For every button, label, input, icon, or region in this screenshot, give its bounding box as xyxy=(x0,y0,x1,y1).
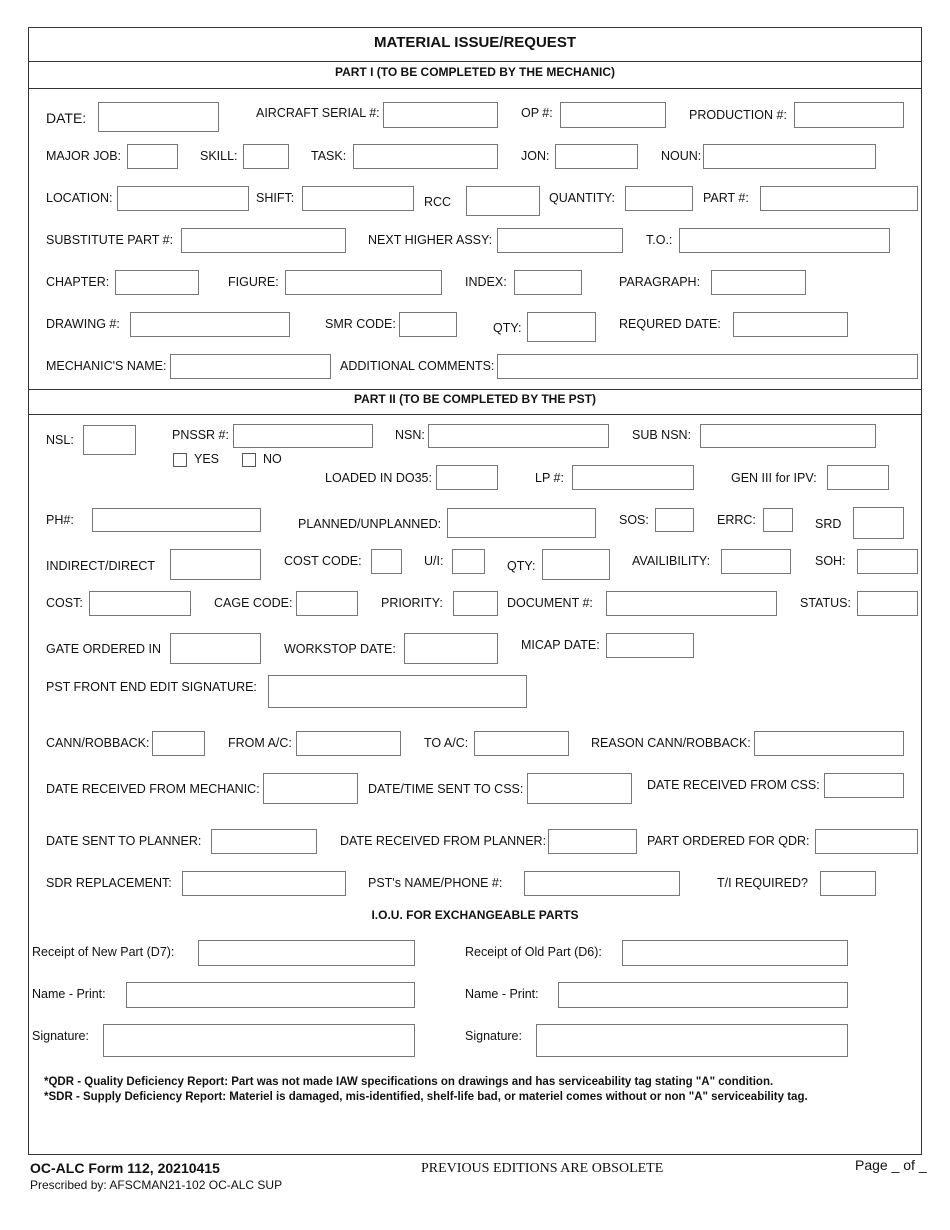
skill-field[interactable] xyxy=(243,144,289,169)
yes-label: YES xyxy=(194,452,220,466)
status-field[interactable] xyxy=(857,591,918,616)
srd-field[interactable] xyxy=(853,507,904,539)
priority-label: PRIORITY: xyxy=(381,596,443,610)
errc-field[interactable] xyxy=(763,508,793,532)
op-field[interactable] xyxy=(560,102,666,128)
skill-label: SKILL: xyxy=(200,149,238,163)
pst-name-phone-field[interactable] xyxy=(524,871,680,896)
planned-label: PLANNED/UNPLANNED: xyxy=(298,517,442,531)
name-print-right-label: Name - Print: xyxy=(465,987,539,1001)
figure-field[interactable] xyxy=(285,270,442,295)
shift-label: SHIFT: xyxy=(256,191,295,205)
from-ac-label: FROM A/C: xyxy=(228,736,292,750)
ti-required-field[interactable] xyxy=(820,871,876,896)
availability-field[interactable] xyxy=(721,549,791,574)
to-ac-label: TO A/C: xyxy=(424,736,469,750)
date-rcv-planner-field[interactable] xyxy=(548,829,637,854)
cann-label: CANN/ROBBACK: xyxy=(46,736,150,750)
signature-right-field[interactable] xyxy=(536,1024,848,1057)
additional-comments-label: ADDITIONAL COMMENTS: xyxy=(340,359,495,373)
cost-label: COST: xyxy=(46,596,83,610)
srd-label: SRD xyxy=(815,517,842,531)
sdr-replacement-field[interactable] xyxy=(182,871,346,896)
qty-field[interactable] xyxy=(527,312,596,342)
availability-label: AVAILIBILITY: xyxy=(632,554,711,568)
gate-ordered-field[interactable] xyxy=(170,633,261,664)
workstop-date-label: WORKSTOP DATE: xyxy=(284,642,396,656)
jon-label: JON: xyxy=(521,149,550,163)
nsl-field[interactable] xyxy=(83,425,136,455)
receipt-new-label: Receipt of New Part (D7): xyxy=(32,945,175,959)
pst-signature-label: PST FRONT END EDIT SIGNATURE: xyxy=(46,680,257,694)
aircraft-serial-label: AIRCRAFT SERIAL #: xyxy=(256,106,380,120)
document-label: DOCUMENT #: xyxy=(507,596,593,610)
date-rcv-mech-field[interactable] xyxy=(263,773,358,804)
paragraph-field[interactable] xyxy=(711,270,806,295)
mechanic-name-label: MECHANIC'S NAME: xyxy=(46,359,167,373)
aircraft-serial-field[interactable] xyxy=(383,102,498,128)
sos-field[interactable] xyxy=(655,508,694,532)
cost-code-label: COST CODE: xyxy=(284,554,362,568)
ph-field[interactable] xyxy=(92,508,261,532)
prescribed-by: Prescribed by: AFSCMAN21-102 OC-ALC SUP xyxy=(30,1178,283,1192)
receipt-old-field[interactable] xyxy=(622,940,848,966)
ph-label: PH#: xyxy=(46,513,74,527)
qty2-label: QTY: xyxy=(507,559,536,573)
qty2-field[interactable] xyxy=(542,549,610,580)
noun-label: NOUN: xyxy=(661,149,702,163)
status-label: STATUS: xyxy=(800,596,851,610)
signature-right-label: Signature: xyxy=(465,1029,522,1043)
pst-name-phone-label: PST's NAME/PHONE #: xyxy=(368,876,503,890)
mechanic-name-field[interactable] xyxy=(170,354,331,379)
cost-code-field[interactable] xyxy=(371,549,402,574)
reason-cann-label: REASON CANN/ROBBACK: xyxy=(591,736,751,750)
ti-required-label: T/I REQUIRED? xyxy=(717,876,808,890)
part-number-label: PART #: xyxy=(703,191,749,205)
production-label: PRODUCTION #: xyxy=(689,108,787,122)
iou-header: I.O.U. FOR EXCHANGEABLE PARTS xyxy=(371,908,579,922)
lp-field[interactable] xyxy=(572,465,694,490)
no-label: NO xyxy=(263,452,282,466)
location-field[interactable] xyxy=(117,186,249,211)
op-label: OP #: xyxy=(521,106,553,120)
substitute-part-field[interactable] xyxy=(181,228,346,253)
cage-code-label: CAGE CODE: xyxy=(214,596,293,610)
figure-label: FIGURE: xyxy=(228,275,279,289)
next-higher-assy-field[interactable] xyxy=(497,228,623,253)
receipt-new-field[interactable] xyxy=(198,940,415,966)
rcc-field[interactable] xyxy=(466,186,540,216)
part-ordered-qdr-label: PART ORDERED FOR QDR: xyxy=(647,834,810,848)
required-date-label: REQURED DATE: xyxy=(619,317,721,331)
name-print-right-field[interactable] xyxy=(558,982,848,1008)
chapter-field[interactable] xyxy=(115,270,199,295)
task-label: TASK: xyxy=(311,149,347,163)
reason-cann-field[interactable] xyxy=(754,731,904,756)
receipt-old-label: Receipt of Old Part (D6): xyxy=(465,945,602,959)
name-print-left-label: Name - Print: xyxy=(32,987,106,1001)
index-field[interactable] xyxy=(514,270,582,295)
loaded-do35-field[interactable] xyxy=(436,465,498,490)
ui-label: U/I: xyxy=(424,554,444,568)
planned-field[interactable] xyxy=(447,508,596,538)
to-ac-field[interactable] xyxy=(474,731,569,756)
gate-ordered-label: GATE ORDERED IN xyxy=(46,642,162,656)
nsn-label: NSN: xyxy=(395,428,425,442)
part-number-field[interactable] xyxy=(760,186,918,211)
indirect-field[interactable] xyxy=(170,549,261,580)
major-job-label: MAJOR JOB: xyxy=(46,149,122,163)
smr-code-field[interactable] xyxy=(399,312,457,337)
date-rcv-mech-label: DATE RECEIVED FROM MECHANIC: xyxy=(46,782,260,796)
nsn-field[interactable] xyxy=(428,424,609,448)
noun-field[interactable] xyxy=(703,144,876,169)
errc-label: ERRC: xyxy=(717,513,756,527)
required-date-field[interactable] xyxy=(733,312,848,337)
location-label: LOCATION: xyxy=(46,191,113,205)
lp-label: LP #: xyxy=(535,471,564,485)
quantity-field[interactable] xyxy=(625,186,693,211)
qdr-note: *QDR - Quality Deficiency Report: Part was not made IAW specifications on drawings and has serviceability tag stating "A" condition. xyxy=(44,1076,774,1088)
obsolete-notice: PREVIOUS EDITIONS ARE OBSOLETE xyxy=(421,1161,664,1176)
form-title: MATERIAL ISSUE/REQUEST xyxy=(374,34,576,51)
next-higher-assy-label: NEXT HIGHER ASSY: xyxy=(368,233,493,247)
divider xyxy=(28,61,922,62)
signature-left-field[interactable] xyxy=(103,1024,415,1057)
cost-field[interactable] xyxy=(89,591,191,616)
signature-left-label: Signature: xyxy=(32,1029,89,1043)
nsl-label: NSL: xyxy=(46,433,74,447)
sub-nsn-label: SUB NSN: xyxy=(632,428,692,442)
sos-label: SOS: xyxy=(619,513,649,527)
indirect-label: INDIRECT/DIRECT xyxy=(46,559,156,573)
to-label: T.O.: xyxy=(646,233,673,247)
gen3-label: GEN III for IPV: xyxy=(731,471,817,485)
date-rcv-css-label: DATE RECEIVED FROM CSS: xyxy=(647,778,820,792)
quantity-label: QUANTITY: xyxy=(549,191,615,205)
priority-field[interactable] xyxy=(453,591,498,616)
sdr-note: *SDR - Supply Deficiency Report: Materiel is damaged, mis-identified, shelf-life bad, or materiel comes without or non "A" serviceability tag. xyxy=(44,1091,808,1103)
major-job-field[interactable] xyxy=(127,144,178,169)
divider xyxy=(28,389,922,390)
smr-code-label: SMR CODE: xyxy=(325,317,396,331)
drawing-label: DRAWING #: xyxy=(46,317,120,331)
index-label: INDEX: xyxy=(465,275,507,289)
date-sent-css-field[interactable] xyxy=(527,773,632,804)
date-sent-css-label: DATE/TIME SENT TO CSS: xyxy=(368,782,524,796)
sub-nsn-field[interactable] xyxy=(700,424,876,448)
gen3-field[interactable] xyxy=(827,465,889,490)
pst-signature-field[interactable] xyxy=(268,675,527,708)
no-checkbox[interactable] xyxy=(242,453,256,467)
substitute-part-label: SUBSTITUTE PART #: xyxy=(46,233,174,247)
production-field[interactable] xyxy=(794,102,904,128)
soh-field[interactable] xyxy=(857,549,918,574)
date-field[interactable] xyxy=(98,102,219,132)
micap-date-field[interactable] xyxy=(606,633,694,658)
part-ordered-qdr-field[interactable] xyxy=(815,829,918,854)
date-sent-planner-label: DATE SENT TO PLANNER: xyxy=(46,834,202,848)
micap-date-label: MICAP DATE: xyxy=(521,638,600,652)
soh-label: SOH: xyxy=(815,554,846,568)
divider xyxy=(28,88,922,89)
rcc-label: RCC xyxy=(424,195,452,209)
date-rcv-planner-label: DATE RECEIVED FROM PLANNER: xyxy=(340,834,547,848)
part2-header: PART II (TO BE COMPLETED BY THE PST) xyxy=(353,392,596,406)
document-field[interactable] xyxy=(606,591,777,616)
page-number: Page _ of _ xyxy=(855,1157,927,1173)
date-label: DATE: xyxy=(46,110,87,126)
form-id: OC-ALC Form 112, 20210415 xyxy=(30,1160,220,1176)
paragraph-label: PARAGRAPH: xyxy=(619,275,701,289)
pnssr-label: PNSSR #: xyxy=(172,428,229,442)
date-rcv-css-field[interactable] xyxy=(824,773,904,798)
sdr-replacement-label: SDR REPLACEMENT: xyxy=(46,876,172,890)
additional-comments-field[interactable] xyxy=(497,354,918,379)
task-field[interactable] xyxy=(353,144,498,169)
part1-header: PART I (TO BE COMPLETED BY THE MECHANIC) xyxy=(334,65,615,79)
chapter-label: CHAPTER: xyxy=(46,275,110,289)
ui-field[interactable] xyxy=(452,549,485,574)
date-sent-planner-field[interactable] xyxy=(211,829,317,854)
workstop-date-field[interactable] xyxy=(404,633,498,664)
drawing-field[interactable] xyxy=(130,312,290,337)
cann-field[interactable] xyxy=(152,731,205,756)
name-print-left-field[interactable] xyxy=(126,982,415,1008)
qty-label: QTY: xyxy=(493,321,522,335)
shift-field[interactable] xyxy=(302,186,414,211)
to-field[interactable] xyxy=(679,228,890,253)
yes-checkbox[interactable] xyxy=(173,453,187,467)
from-ac-field[interactable] xyxy=(296,731,401,756)
loaded-do35-label: LOADED IN DO35: xyxy=(325,471,432,485)
divider xyxy=(28,414,922,415)
cage-code-field[interactable] xyxy=(296,591,358,616)
pnssr-field[interactable] xyxy=(233,424,373,448)
jon-field[interactable] xyxy=(555,144,638,169)
